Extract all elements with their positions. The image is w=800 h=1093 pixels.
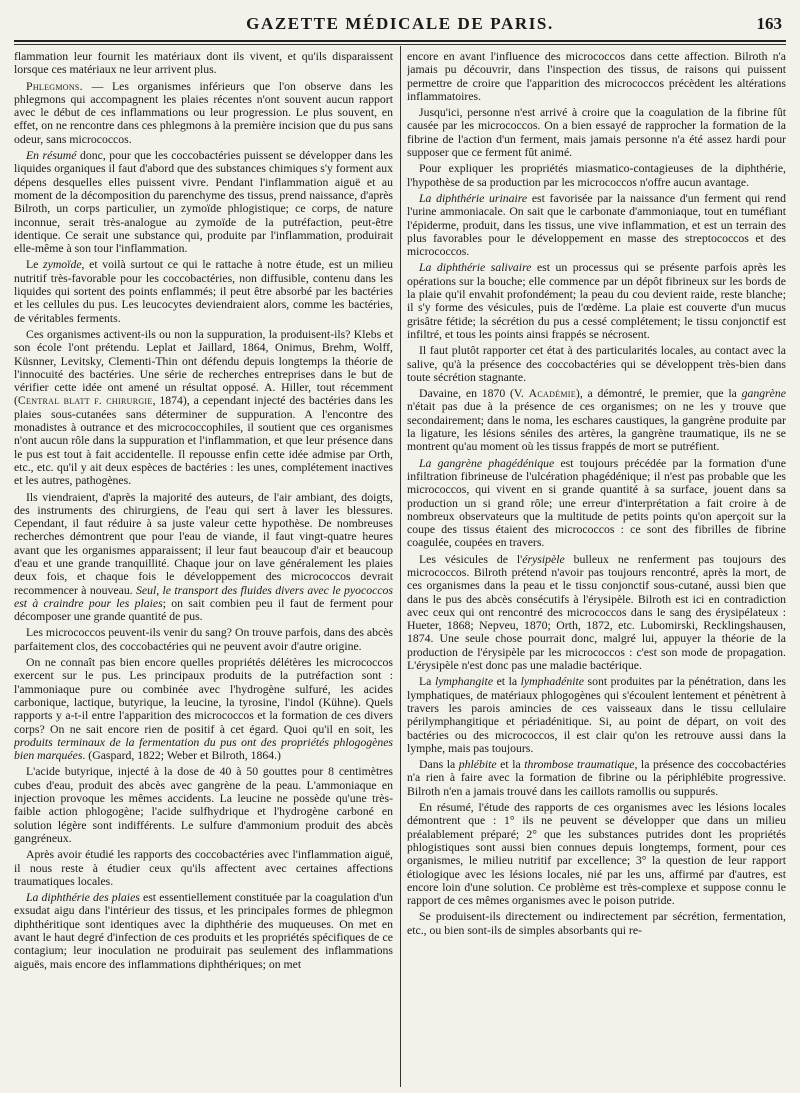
paragraph: La lymphangite et la lymphadénite sont produites par la pénétration, dans les lymphatiques, de matériaux phlogogènes qui s'écoulent lentement et pénètrent à travers les parois amincies de ces vaisseaux dans le tissu cellulaire périlymphangitique et périadénitique. Si, au point de départ, on voit des bactéries ou des micrococcos, il est clair qu'on les retrouve aussi dans la lymphe, mais pas toujours. [407,675,786,755]
paragraph: encore en avant l'influence des micrococcos dans cette affection. Bilroth n'a jamais pu découvrir, dans l'inspection des tissus, de raisons qui puissent permettre de croire que l'apparition des micrococcos précèdent les altérations inflammatoires. [407,50,786,103]
paragraph: La diphthérie des plaies est essentiellement constituée par la coagulation d'un exsudat aigu dans l'intérieur des tissus, et les principales formes de phlegmon diphthéritique sont identiques avec la diphthérie des muqueuses. On met en avant le haut degré d'infection de ces produits et les propriétés spécifiques de ce contagium; leur inoculation ne produirait pas seulement des inflammations aiguës, mais encore des inflammations diphthériques; on met [14,891,393,971]
paragraph: La diphthérie urinaire est favorisée par la naissance d'un ferment qui rend l'urine ammoniacale. On sait que le carbonate d'ammoniaque, tout en tuméfiant l'épiderme, produit, dans les tissus, une vive inflammation, et est un terrain des plus favorables pour le développement en masse des streptococcos et des micrococcos. [407,191,786,259]
section-heading: Phlegmons. [26,79,83,93]
paragraph: flammation leur fournit les matériaux dont ils vivent, et qu'ils disparaissent lorsque ces matériaux ne leur arrivent plus. [14,50,393,77]
paragraph: Phlegmons. — Les organismes inférieurs que l'on observe dans les phlegmons qui accompagnent les plaies récentes n'ont souvent aucun rapport avec le début de ces inflammations ou leur progression. Le plus souvent, en effet, on ne rencontre dans ces phlegmons à la première incision que du pus sans odeur, sans micrococcos. [14,79,393,146]
paragraph: Les micrococcos peuvent-ils venir du sang? On trouve parfois, dans des abcès parfaitement clos, des coccobactéries qui ne peuvent avoir d'autre origine. [14,626,393,653]
paragraph: En résumé, l'étude des rapports de ces organismes avec les lésions locales démontrent que : 1° ils ne peuvent se développer que dans un milieu préalablement préparé; 2° que les substances putrides dont les propriétés phlogistiques sont aussi bien connues depuis longtemps, forment, pour ces organismes, le milieu nutritif par excellence; 3° la question de leur rapport étiologique avec les lésions locales, nié par les uns, affirmé par d'autres, est encore loin d'une solution. Ce problème est très-complexe et suppose connu le rapport de ces mêmes organismes avec le poison putride. [407,801,786,908]
paragraph: En résumé donc, pour que les coccobactéries puissent se développer dans les liquides organiques il faut d'abord que des substances chimiques s'y forment aux dépens desquelles elles puissent vivre. Pendant l'inflammation aiguë et au moment de la décomposition du parenchyme des tissus, prend naissance, d'après Bilroth, un corps particulier, un zymoïde phlogistique; ce corps, de nature inconnue, serait très-analogue au zymoïde de la putréfaction, peut-être identique. Ce serait une substance qui, produite par l'inflammation, produirait elle-même à son tour l'inflammation. [14,149,393,256]
journal-title: GAZETTE MÉDICALE DE PARIS. [246,14,554,33]
paragraph: La gangrène phagédénique est toujours précédée par la formation d'une infiltration fibrineuse de l'ulcération phagédénique; il n'est pas probable que les micrococcos, qui vivent en si grande quantité à sa surface, jouent dans sa production un si grand rôle; une erreur d'interprétation a fait croire à de nombreux observateurs que la multitude de petits points qu'on aperçoit sur la coupe des tissus étaient des micrococcos : ce sont des fibrilles de fibrine coagulée, coupées en travers. [407,456,786,550]
paragraph: Après avoir étudié les rapports des coccobactéries avec l'inflammation aiguë, il nous reste à étudier ceux qu'ils affectent avec certaines affections traumatiques locales. [14,848,393,888]
left-column [14,50,393,1085]
right-column [407,50,786,1085]
paragraph: Il faut plutôt rapporter cet état à des particularités locales, au contact avec la salive, qu'à la présence des coccobactéries qui se développent très-bien dans toute sécrétion stagnante. [407,344,786,384]
page-number: 163 [756,14,782,33]
header-rule [14,44,786,45]
paragraph: La diphthérie salivaire est un processus qui se présente parfois après les opérations sur la bouche; elle commence par un dépôt fibrineux sur les bords de la plaie qu'il envahit profondément; la peau du cou devient raide, reste blanche; il s'y forme des vésicules, puis de l'œdème. La plaie est couverte d'un mucus grisâtre fétide; la sécrétion du pus a cessé complétement; le tissu conjonctif est infiltré, et tous les points ainsi frappés se nécrosent. [407,261,786,341]
paragraph: L'acide butyrique, injecté à la dose de 40 à 50 gouttes pour 8 centimètres cubes d'eau, produit des abcès avec gangrène de la peau. L'ammoniaque en injection provoque les mêmes accidents. La leucine ne possède qu'une très-faible action phlogogène; l'acide sulfhydrique et l'hydrogène carboné en solution légère sont indifférents. Le sulfure d'ammonium produit des abcès gangréneux. [14,765,393,845]
paragraph: Dans la phlébite et la thrombose traumatique, la présence des coccobactéries n'a rien à faire avec la formation de fibrine ou la périphlébite progressive. Bilroth n'en a jamais trouvé dans les caillots ramollis ou suppurés. [407,758,786,798]
column-divider [400,46,401,1087]
paragraph: Le zymoïde, et voilà surtout ce qui le rattache à notre étude, est un milieu nutritif très-favorable pour les coccobactéries, non diffusible, contenu dans les liquides qui sortent des points enflammés; il peut être absorbé par les bactéries et les cellules du pus. Les leucocytes deviendraient alors, comme les bactéries, de véritables ferments. [14,258,393,325]
paragraph: Ces organismes activent-ils ou non la suppuration, la produisent-ils? Klebs et son école l'ont prétendu. Leplat et Jaillard, 1864, Onimus, Brehm, Wolff, Küsnner, Levitsky, Clementi-Thin ont défendu depuis longtemps la théorie de l'innocuité des bactéries. Une série de recherches entreprises dans le but de vérifier cette idée ont amené un résultat opposé. A. Hiller, tout récemment (Central blatt f. chirurgie, 1874), a cependant injecté des bactéries dans les plaies sous-cutanées sans déterminer de suppuration. A l'encontre des monadistes à outrance et des micrococcophiles, il soutient que ces organismes n'ont aucun rôle dans la suppuration et l'inflammation, et que leur présence dans le pus est tout à fait accidentelle. Il repousse enfin cette idée admise par Orth, etc., etc. qu'il y ait deux espèces de bactéries : les unes, complétement inactives et les autres, pathogènes. [14,327,393,488]
paragraph: Les vésicules de l'érysipèle bulleux ne renferment pas toujours des micrococcos. Bilroth prétend n'avoir pas toujours rencontré, après la mort, de ces organismes dans la peau et le tissu conjonctif sous-cutané, aussi bien que dans le pus des abcès consécutifs à l'érysipèle. Bilroth est ici en contradiction avec ceux qui ont rencontré des micrococcos dans le sang des érysipélateux : Hueter, 1868; Nepveu, 1870; Orth, 1872, etc. Lubomirski, Recklingshausen, 1874. Une seule chose pourrait donc, malgré lui, appuyer la théorie de la production de l'érysipèle par les micrococcos : c'est son mode de propagation. L'érysipèle n'est donc pas une maladie bactérique. [407,552,786,673]
paragraph: Jusqu'ici, personne n'est arrivé à croire que la coagulation de la fibrine fût causée par les micrococcos. On a bien essayé de rapprocher la formation de la fibrine de l'action d'un ferment, mais jamais personne n'a été assez hardi pour supposer que ce ferment fût animé. [407,106,786,160]
paragraph: Se produisent-ils directement ou indirectement par sécrétion, fermentation, etc., ou bien sont-ils de simples absorbants qui re- [407,910,786,937]
running-header [14,10,786,42]
paragraph: Pour expliquer les propriétés miasmatico-contagieuses de la diphthérie, l'hypothèse de sa production par les micrococcos n'offre aucun avantage. [407,162,786,189]
paragraph: On ne connaît pas bien encore quelles propriétés délétères les micrococcos exercent sur le pus. Les principaux produits de la putréfaction sont : l'ammoniaque pure ou combinée avec l'hydrogène sulfuré, les acides carbonique, lactique, butyrique, la leucine, la tyrosine, l'indol (Kühne). Quels rapports y a-t-il entre l'apparition des micrococcos et la formation de ces divers corps? On ne sait encore rien de positif à cet égard. Quoi qu'il en soit, les produits terminaux de la fermentation du pus ont des propriétés phlogogènes bien marquées. (Gaspard, 1822; Weber et Bilroth, 1864.) [14,656,393,763]
paragraph: Davaine, en 1870 (V. Académie), a démontré, le premier, que la gangrène n'était pas due à la présence de ces organismes; on ne les y trouve que secondairement; dans le noma, les eschares caustiques, la gangrène produite par la ligature, les lésions séniles des artères, la gangrène traumatique, ils ne se montrent qu'au moment où les tissus frappés de mort se putréfient. [407,387,786,454]
paragraph: Ils viendraient, d'après la majorité des auteurs, de l'air ambiant, des doigts, des instruments des chirurgiens, de l'eau qui sert à laver les blessures. Cependant, il faut réduire à sa juste valeur cette hypothèse. De nombreuses recherches démontrent que pour l'eau de viande, il faut vingt-quatre heures avant que les organismes apparaissent; il leur faut beaucoup d'air et beaucoup d'eau et une grande tranquillité. Chaque jour on lave généralement les plaies deux fois, et chaque fois le développement des micrococcos devrait recommencer à nouveau. Seul, le transport des fluides divers avec le pyococcos est à craindre pour les plaies; on sait combien peu il faut de ferment pour décomposer une grande quantité de pus. [14,490,393,624]
